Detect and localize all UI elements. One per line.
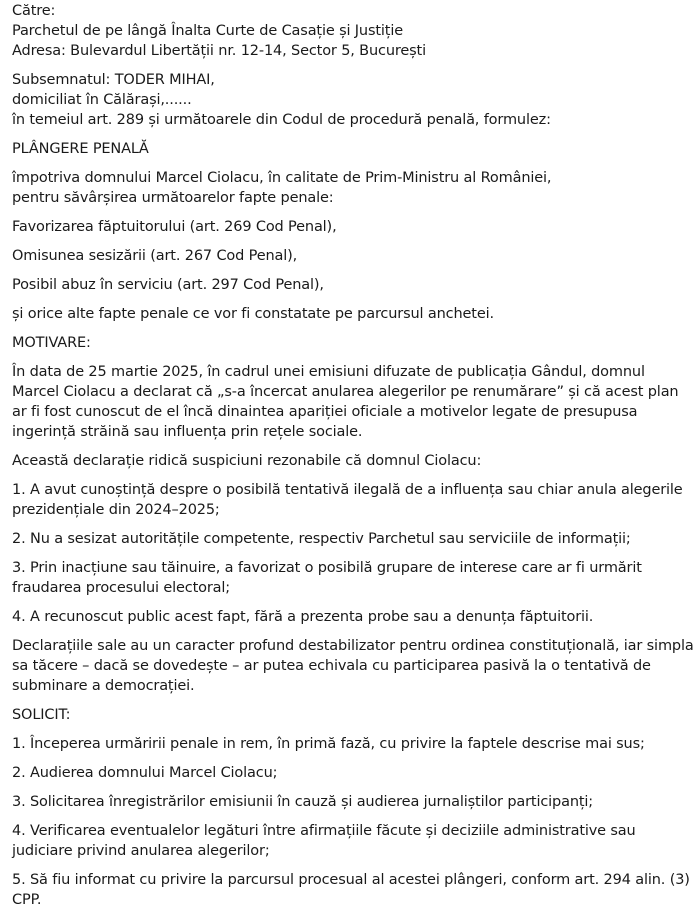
suspicion-item: 1. A avut cunoștință despre o posibilă tentativă ilegală de a influența sau chiar anula alegerile prezidențiale din 2024–2025; (12, 482, 683, 518)
against-block (12, 168, 696, 208)
destabilizing-text: Declarațiile sale au un caracter profund destabilizator pentru ordinea constituțională, iar simpla sa tăcere – dacă se dovedește – ar putea echivala cu participarea pasivă la o tentativă de subminare a democrației. (12, 638, 694, 694)
against-line-2: pentru săvârșirea următoarelor fapte penale: (12, 190, 334, 206)
suspicion-item: 3. Prin inacțiune sau tăinuire, a favorizat o posibilă grupare de interese care ar fi urmărit fraudarea procesului electoral; (12, 560, 642, 596)
petitioner-name: Subsemnatul: TODER MIHAI, (12, 72, 215, 88)
petitioner-legal-basis: în temeiul art. 289 și următoarele din Codul de procedură penală, formulez: (12, 112, 551, 128)
request-item: 3. Solicitarea înregistrărilor emisiunii în cauză și audierea jurnaliștilor participanți; (12, 794, 594, 810)
petitioner-domicile: domiciliat în Călărași,...... (12, 92, 192, 108)
addressee-institution: Parchetul de pe lângă Înalta Curte de Casație și Justiție (12, 23, 403, 39)
request-title: SOLICIT: (12, 707, 71, 723)
addressee-block (12, 1, 696, 61)
request-item: 4. Verificarea eventualelor legături între afirmațiile făcute și deciziile administrative sau judiciare privind anularea alegerilor; (12, 823, 636, 859)
offense-item: și orice alte fapte penale ce vor fi constatate pe parcursul anchetei. (12, 306, 494, 322)
offense-item: Favorizarea făptuitorului (art. 269 Cod Penal), (12, 219, 337, 235)
request-item: 1. Începerea urmăririi penale in rem, în primă fază, cu privire la faptele descrise mai sus; (12, 736, 645, 752)
addressee-label: Către: (12, 3, 56, 19)
complaint-document (12, 0, 696, 919)
offense-item: Omisunea sesizării (art. 267 Cod Penal), (12, 248, 298, 264)
suspicion-item: 2. Nu a sesizat autoritățile competente, respectiv Parchetul sau serviciile de informații; (12, 531, 631, 547)
offense-item: Posibil abuz în serviciu (art. 297 Cod Penal), (12, 277, 324, 293)
request-item: 5. Să fiu informat cu privire la parcursul procesual al acestei plângeri, conform art. 294 alin. (3) CPP. (12, 872, 690, 908)
petitioner-block (12, 70, 696, 130)
complaint-title: PLÂNGERE PENALĂ (12, 141, 149, 157)
suspicion-intro: Această declarație ridică suspiciuni rezonabile că domnul Ciolacu: (12, 453, 482, 469)
suspicion-item: 4. A recunoscut public acest fapt, fără a prezenta probe sau a denunța făptuitorii. (12, 609, 594, 625)
motivation-title: MOTIVARE: (12, 335, 91, 351)
motivation-text: În data de 25 martie 2025, în cadrul unei emisiuni difuzate de publicația Gândul, domnul Marcel Ciolacu a declarat că „s-a încercat anularea alegerilor pe renumărare” și că acest plan ar fi fost cunoscut de el încă dinaintea apariției oficiale a motivelor legate de presupusa ingerință străină sau influența prin rețele sociale. (12, 364, 679, 440)
against-line-1: împotriva domnului Marcel Ciolacu, în calitate de Prim-Ministru al României, (12, 170, 552, 186)
request-item: 2. Audierea domnului Marcel Ciolacu; (12, 765, 278, 781)
addressee-address: Adresa: Bulevardul Libertății nr. 12-14, Sector 5, București (12, 43, 426, 59)
